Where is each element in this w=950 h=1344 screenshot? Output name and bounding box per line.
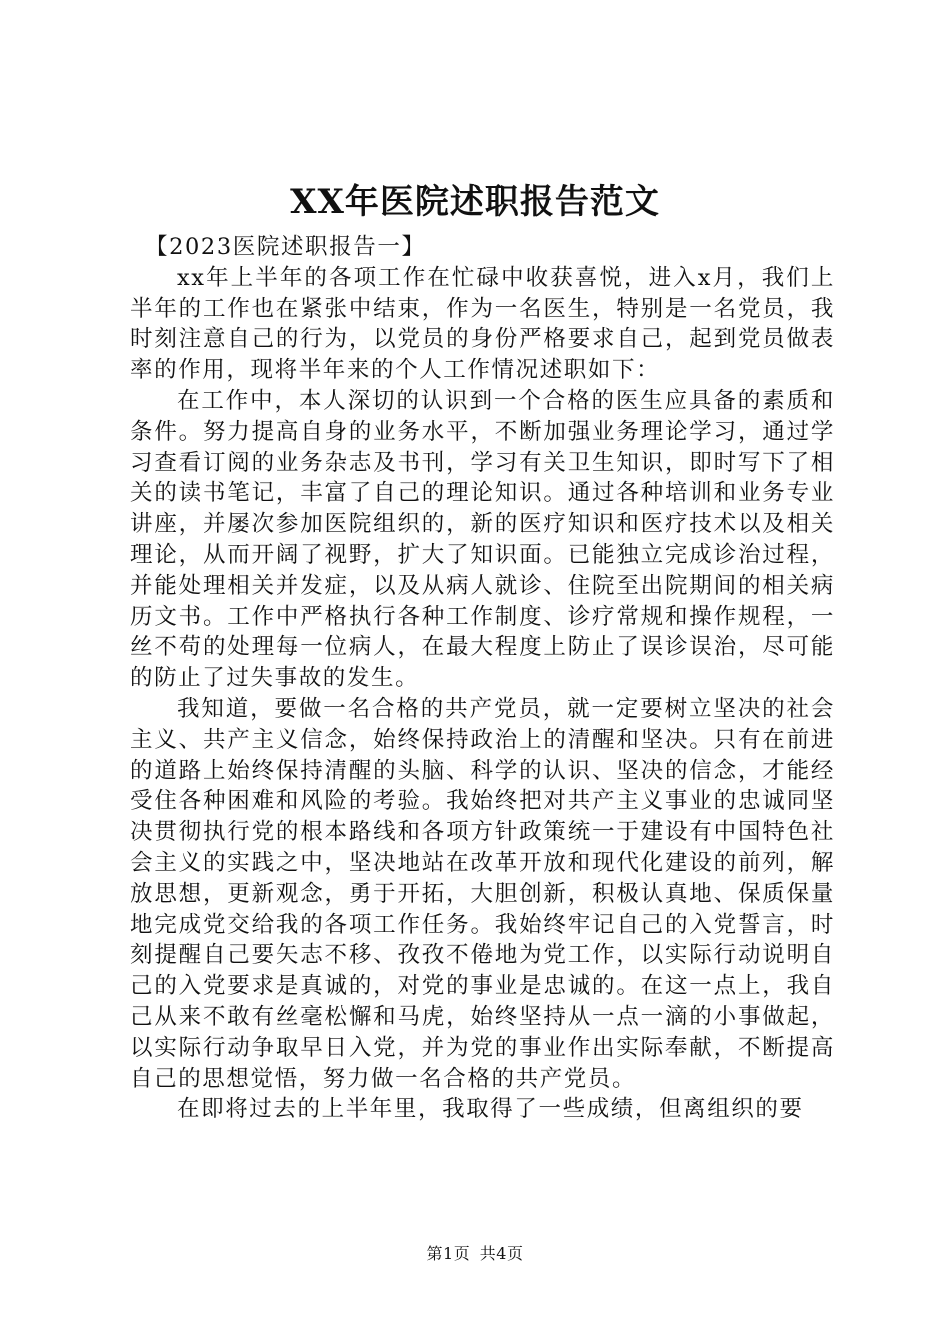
page-footer (0, 1244, 950, 1264)
document-body (130, 232, 835, 1125)
paragraph-3: 我知道，要做一名合格的共产党员，就一定要树立坚决的社会主义、共产主义信念，始终保持政治上的清醒和坚决。只有在前进的道路上始终保持清醒的头脑、科学的认识、坚决的信念，才能经受住各种困难和风险的考验。我始终把对共产主义事业的忠诚同坚决贯彻执行党的根本路线和各项方针政策统一于建设有中国特色社会主义的实践之中，坚决地站在改革开放和现代化建设的前列，解放思想，更新观念，勇于开拓，大胆创新，积极认真地、保质保量地完成党交给我的各项工作任务。我始终牢记自己的入党誓言，时刻提醒自己要矢志不移、孜孜不倦地为党工作，以实际行动说明自己的入党要求是真诚的，对党的事业是忠诚的。在这一点上，我自己从来不敢有丝毫松懈和马虎，始终坚持从一点一滴的小事做起，以实际行动争取早日入党，并为党的事业作出实际奉献，不断提高自己的思想觉悟，努力做一名合格的共产党员。 (130, 695, 835, 1092)
section-heading: 【2023医院述职报告一】 (145, 234, 426, 260)
document-title: XX年医院述职报告范文 (290, 182, 660, 222)
paragraph-2: 在工作中，本人深切的认识到一个合格的医生应具备的素质和条件。努力提高自身的业务水平，不断加强业务理论学习，通过学习查看订阅的业务杂志及书刊，学习有关卫生知识，即时写下了相关的读书笔记，丰富了自己的理论知识。通过各种培训和业务专业讲座，并屡次参加医院组织的，新的医疗知识和医疗技术以及相关理论，从而开阔了视野，扩大了知识面。已能独立完成诊治过程，并能处理相关并发症，以及从病人就诊、住院至出院期间的相关病历文书。工作中严格执行各种工作制度、诊疗常规和操作规程，一丝不苟的处理每一位病人，在最大程度上防止了误诊误治，尽可能的防止了过失事故的发生。 (130, 387, 835, 692)
paragraph-4: 在即将过去的上半年里，我取得了一些成绩，但离组织的要 (177, 1096, 804, 1123)
paragraph-1: xx年上半年的各项工作在忙碌中收获喜悦，进入x月，我们上半年的工作也在紧张中结束，作为一名医生，特别是一名党员，我时刻注意自己的行为，以党员的身份严格要求自己，起到党员做表率的作用，现将半年来的个人工作情况述职如下： (130, 264, 835, 384)
page-number: 第1页 (426, 1244, 471, 1263)
page-total: 共4页 (479, 1244, 524, 1263)
